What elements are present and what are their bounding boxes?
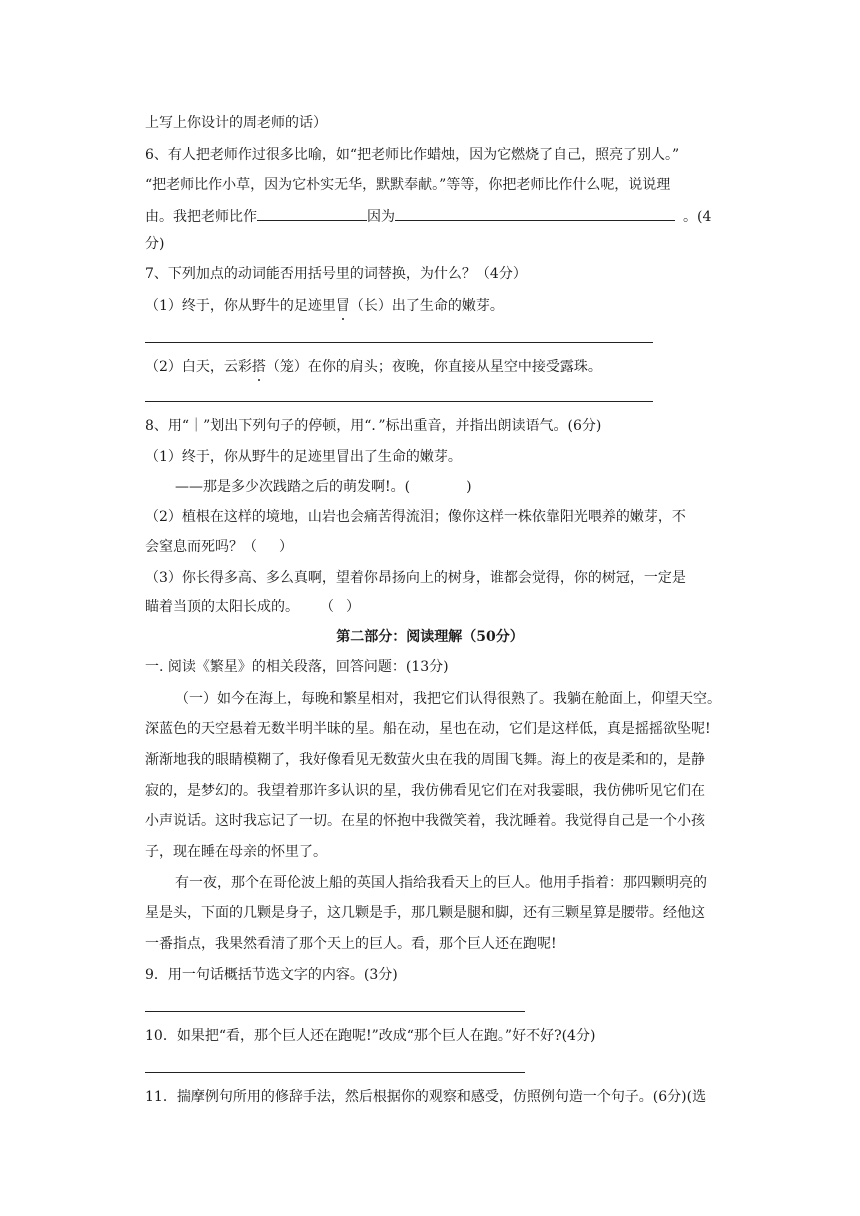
question-11: 11．揣摩例句所用的修辞手法，然后根据你的观察和感受，仿照例句造一个句子。(6分)(选	[145, 1089, 707, 1105]
emphasized-verb: 冒	[335, 298, 350, 314]
question-7-item-2	[145, 357, 602, 377]
emphasized-verb: 搭	[251, 359, 266, 375]
question-8-item-2-cont	[145, 537, 293, 557]
passage-line: 一番指点，我果然看清了那个天上的巨人。看，那个巨人还在跑呢!	[145, 936, 557, 952]
question-7-item-1	[145, 296, 504, 316]
answer-line[interactable]	[145, 401, 653, 402]
passage-line: 深蓝色的天空悬着无数半明半昧的星。船在动，星也在动，它们是这样低，真是摇摇欲坠呢!	[145, 721, 711, 737]
score-note: 。(4	[683, 209, 712, 225]
question-9: 9．用一句话概括节选文字的内容。(3分)	[145, 967, 398, 983]
passage-line: （一）如今在海上，每晚和繁星相对，我把它们认得很熟了。我躺在舱面上，仰望天空。	[175, 691, 721, 707]
question-6-line: “把老师比作小草，因为它朴实无华，默默奉献。”等等，你把老师比作什么呢，说说理	[145, 177, 671, 193]
passage-line: 星是头，下面的几颗是身子，这几颗是手，那几颗是腿和脚，还有三颗星算是腰带。经他这	[145, 905, 705, 921]
passage-line: 有一夜，那个在哥伦波上船的英国人指给我看天上的巨人。他用手指着：那四颗明亮的	[175, 875, 707, 891]
item-text: ）	[346, 599, 360, 615]
passage-line: 寂的，是梦幻的。我望着那许多认识的星，我仿佛看见它们在对我霎眼，我仿佛听见它们在	[145, 783, 705, 799]
item-text: （	[327, 599, 334, 615]
item-text: （1）终于，你从野牛的足迹里	[145, 298, 336, 314]
item-text: )	[466, 479, 472, 495]
passage-line: 渐渐地我的眼睛模糊了，我好像看见无数萤火虫在我的周围飞舞。海上的夜是柔和的，是静	[145, 752, 705, 768]
item-text: （长）出了生命的嫩芽。	[349, 298, 504, 314]
item-text: （2）白天，云彩	[145, 359, 252, 375]
score-note: 分)	[145, 236, 165, 252]
question-10: 10．如果把“看，那个巨人还在跑呢!”改成“那个巨人在跑。”好不好?(4分)	[145, 1028, 596, 1044]
answer-blank[interactable]	[257, 205, 367, 221]
question-8: 8、用“｜”划出下列句子的停顿，用“．”标出重音，并指出朗读语气。(6分)	[145, 418, 602, 434]
item-text: ）	[279, 539, 293, 555]
question-8-item-3: （3）你长得多高、多么真啊，望着你昂扬向上的树身，谁都会觉得，你的树冠，一定是	[145, 570, 686, 586]
question-8-item-2: （2）植根在这样的境地，山岩也会痛苦得流泪；像你这样一株依靠阳光喂养的嫩芽，不	[145, 509, 686, 525]
question-8-item-1-sub	[175, 477, 472, 497]
question-7: 7、下列加点的动词能否用括号里的词替换，为什么？（4分）	[145, 266, 527, 282]
question-6: 6、有人把老师作过很多比喻，如“把老师比作蜡烛，因为它燃烧了自己，照亮了别人。”	[145, 147, 680, 163]
passage-line: 小声说话。这时我忘记了一切。在星的怀抱中我微笑着，我沈睡着。我觉得自己是一个小孩	[145, 813, 705, 829]
answer-blank[interactable]	[395, 205, 675, 221]
item-text: ——那是多少次践踏之后的萌发啊!。(	[175, 479, 411, 495]
reading-instruction: 一. 阅读《繁星》的相关段落，回答问题：(13分)	[145, 659, 449, 675]
question-8-item-3-cont	[145, 597, 360, 617]
answer-prompt-because: 因为	[367, 209, 395, 225]
item-text: 瞄着当顶的太阳长成的。	[145, 599, 299, 615]
item-text: （笼）在你的肩头；夜晚，你直接从星空中接受露珠。	[265, 359, 602, 375]
question-8-item-1: （1）终于，你从野牛的足迹里冒出了生命的嫩芽。	[145, 449, 462, 465]
section-heading: 第二部分：阅读理解（50分）	[336, 629, 524, 645]
answer-line[interactable]	[145, 342, 653, 343]
answer-line[interactable]	[145, 1072, 525, 1073]
item-text: 会窒息而死吗？（	[145, 539, 257, 555]
passage-line: 子，现在睡在母亲的怀里了。	[145, 844, 327, 860]
answer-prompt: 由。我把老师比作	[145, 209, 257, 225]
question-6-answer-line	[145, 205, 711, 227]
answer-line[interactable]	[145, 1011, 525, 1012]
text-line: 上写上你设计的周老师的话）	[145, 115, 327, 131]
